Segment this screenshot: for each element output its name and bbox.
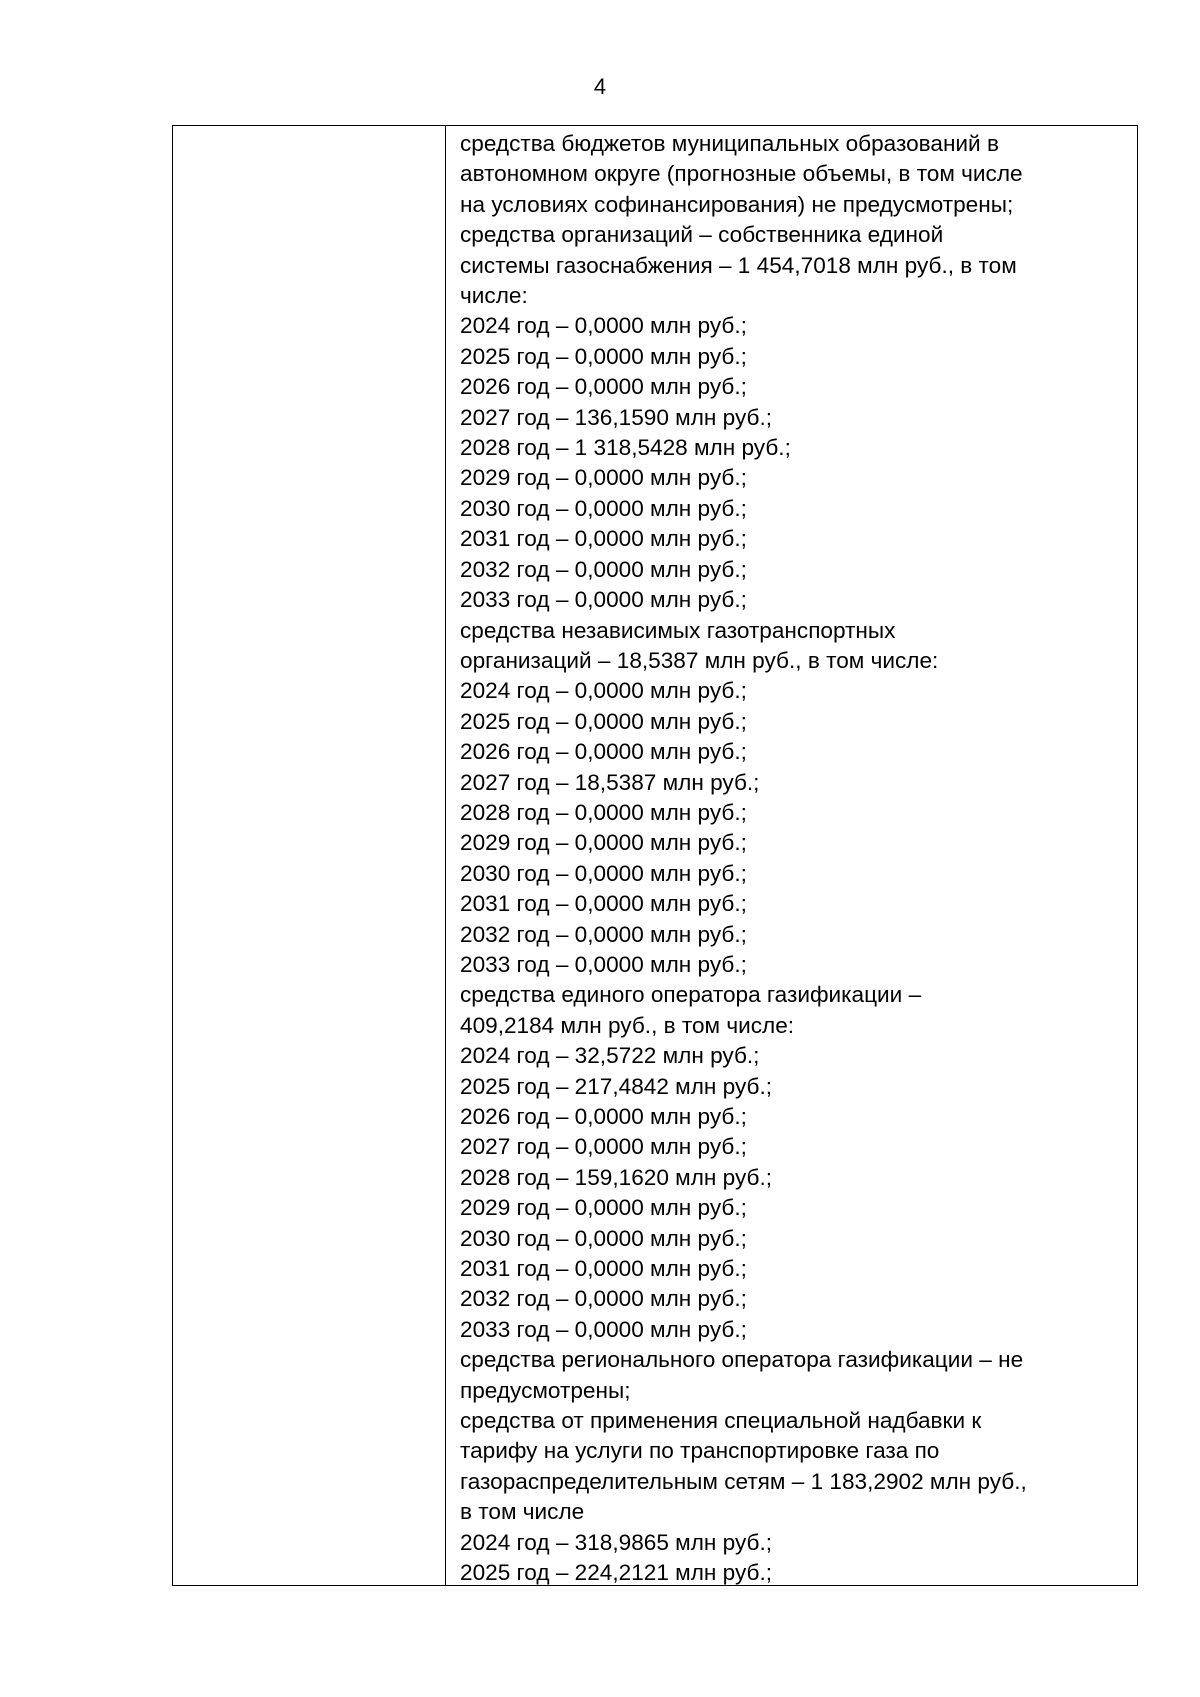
- text-line: 2028 год – 159,1620 млн руб.;: [460, 1164, 772, 1190]
- text-line: 2024 год – 318,9865 млн руб.;: [460, 1529, 772, 1555]
- text-line: 2031 год – 0,0000 млн руб.;: [460, 1256, 747, 1282]
- text-line: числе:: [460, 283, 528, 309]
- text-line: 2030 год – 0,0000 млн руб.;: [460, 495, 747, 521]
- text-line: 409,2184 млн руб., в том числе:: [460, 1012, 795, 1038]
- text-line: средства от применения специальной надбавки к: [460, 1408, 982, 1434]
- text-line: 2029 год – 0,0000 млн руб.;: [460, 830, 747, 856]
- funding-table: [172, 125, 1138, 1586]
- text-line: 2029 год – 0,0000 млн руб.;: [460, 1195, 747, 1221]
- text-line: 2025 год – 224,2121 млн руб.;: [460, 1560, 772, 1585]
- text-line: 2025 год – 217,4842 млн руб.;: [460, 1073, 772, 1099]
- text-line: средства единого оператора газификации –: [460, 982, 922, 1008]
- text-line: 2029 год – 0,0000 млн руб.;: [460, 465, 747, 491]
- text-line: предусмотрены;: [460, 1377, 631, 1403]
- text-line: 2033 год – 0,0000 млн руб.;: [460, 951, 747, 977]
- text-line: 2024 год – 0,0000 млн руб.;: [460, 678, 747, 704]
- text-line: 2024 год – 32,5722 млн руб.;: [460, 1043, 760, 1069]
- text-line: 2032 год – 0,0000 млн руб.;: [460, 1286, 747, 1312]
- text-line: 2027 год – 18,5387 млн руб.;: [460, 769, 760, 795]
- text-line: 2028 год – 1 318,5428 млн руб.;: [460, 435, 791, 461]
- text-line: газораспределительным сетям – 1 183,2902 млн руб.,: [460, 1468, 1027, 1494]
- text-line: 2030 год – 0,0000 млн руб.;: [460, 860, 747, 886]
- text-line: автономном округе (прогнозные объемы, в том числе: [460, 161, 1023, 187]
- text-line: организаций – 18,5387 млн руб., в том числе:: [460, 647, 939, 673]
- text-line: 2033 год – 0,0000 млн руб.;: [460, 1316, 747, 1342]
- text-line: 2031 год – 0,0000 млн руб.;: [460, 891, 747, 917]
- page-number: 4: [593, 74, 607, 99]
- text-line: средства независимых газотранспортных: [460, 617, 896, 643]
- text-line: 2030 год – 0,0000 млн руб.;: [460, 1225, 747, 1251]
- text-line: 2031 год – 0,0000 млн руб.;: [460, 526, 747, 552]
- text-line: в том числе: [460, 1499, 585, 1525]
- text-line: 2027 год – 136,1590 млн руб.;: [460, 404, 772, 430]
- table-right-cell: [446, 126, 1137, 1585]
- text-line: средства регионального оператора газификации – не: [460, 1347, 1024, 1373]
- text-line: 2033 год – 0,0000 млн руб.;: [460, 587, 747, 613]
- text-line: 2026 год – 0,0000 млн руб.;: [460, 739, 747, 765]
- text-line: 2025 год – 0,0000 млн руб.;: [460, 708, 747, 734]
- text-line: 2027 год – 0,0000 млн руб.;: [460, 1134, 747, 1160]
- text-line: средства бюджетов муниципальных образований в: [460, 131, 999, 156]
- table-left-cell: [173, 126, 446, 1585]
- text-line: 2025 год – 0,0000 млн руб.;: [460, 343, 747, 369]
- text-line: средства организаций – собственника единой: [460, 222, 944, 248]
- text-line: 2026 год – 0,0000 млн руб.;: [460, 1104, 747, 1129]
- text-line: на условиях софинансирования) не предусмотрены;: [460, 191, 1014, 217]
- text-line: системы газоснабжения – 1 454,7018 млн руб., в том: [460, 252, 1017, 278]
- text-line: 2024 год – 0,0000 млн руб.;: [460, 313, 747, 339]
- text-line: 2026 год – 0,0000 млн руб.;: [460, 374, 747, 400]
- text-line: 2032 год – 0,0000 млн руб.;: [460, 556, 747, 582]
- text-line: тарифу на услуги по транспортировке газа по: [460, 1438, 940, 1464]
- text-line: 2032 год – 0,0000 млн руб.;: [460, 921, 747, 947]
- text-line: 2028 год – 0,0000 млн руб.;: [460, 799, 747, 825]
